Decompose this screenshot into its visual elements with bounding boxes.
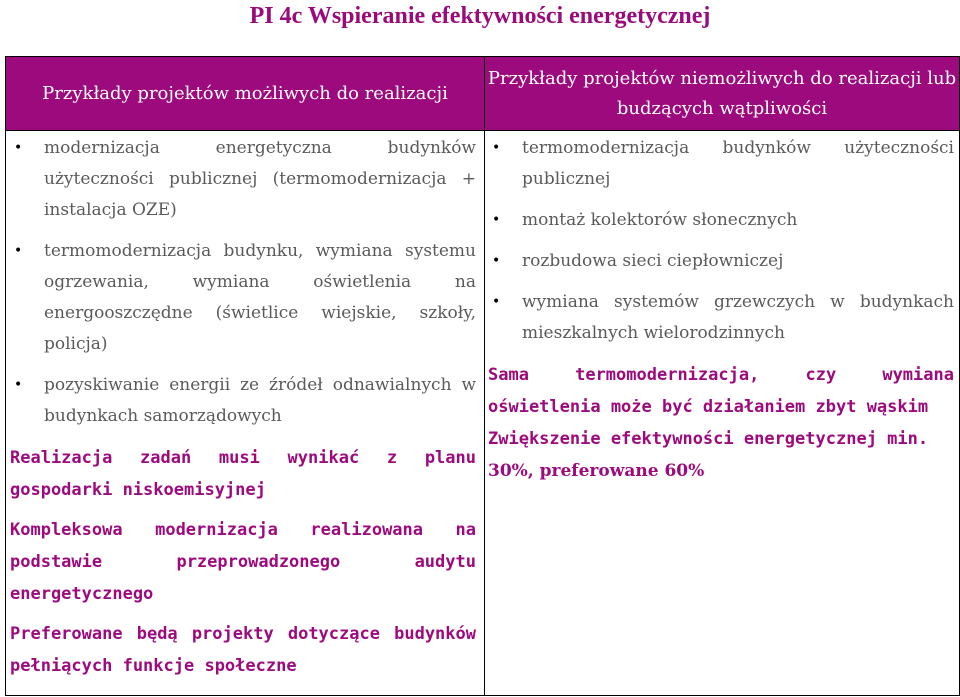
right-column-header: Przykłady projektów niemożliwych do realizacji lub budzących wątpliwości <box>485 57 959 130</box>
efficiency-note: Zwiększenie efektywności energetycznej min. <box>488 429 929 449</box>
column-divider <box>484 57 485 695</box>
list-item: • rozbudowa sieci ciepłowniczej <box>488 246 954 277</box>
list-item: • pozyskiwanie energii ze źródeł odnawialnych w budynkach samorządowych <box>10 370 476 432</box>
efficiency-note-tail: 30%, preferowane 60% <box>488 461 705 481</box>
left-column-header: Przykłady projektów możliwych do realizacji <box>6 57 484 130</box>
list-item: • modernizacja energetyczna budynków użyteczności publicznej (termomodernizacja + instalacja OZE) <box>10 133 476 226</box>
possible-projects-list <box>10 133 476 432</box>
left-column <box>10 131 476 690</box>
requirement-note: Kompleksowa modernizacja realizowana na podstawie przeprowadzonego audytu energetycznego <box>10 520 476 604</box>
page-title: PI 4c Wspieranie efektywności energetycznej <box>249 3 711 29</box>
list-item: • termomodernizacja budynku, wymiana systemu ogrzewania, wymiana oświetlenia na energooszczędne (świetlice wiejskie, szkoły, policja) <box>10 236 476 360</box>
requirement-note: Preferowane będą projekty dotyczące budynków pełniących funkcje społeczne <box>10 624 476 676</box>
list-item: • montaż kolektorów słonecznych <box>488 205 954 236</box>
comparison-table <box>5 56 960 696</box>
list-item: • termomodernizacja budynków użyteczności publicznej <box>488 133 954 195</box>
requirement-note: Realizacja zadań musi wynikać z planu gospodarki niskoemisyjnej <box>10 448 476 500</box>
right-column <box>488 131 954 487</box>
warning-note: Sama termomodernizacja, czy wymiana oświetlenia może być działaniem zbyt wąskim <box>488 365 954 417</box>
list-item: • wymiana systemów grzewczych w budynkach mieszkalnych wielorodzinnych <box>488 287 954 349</box>
impossible-projects-list <box>488 133 954 349</box>
